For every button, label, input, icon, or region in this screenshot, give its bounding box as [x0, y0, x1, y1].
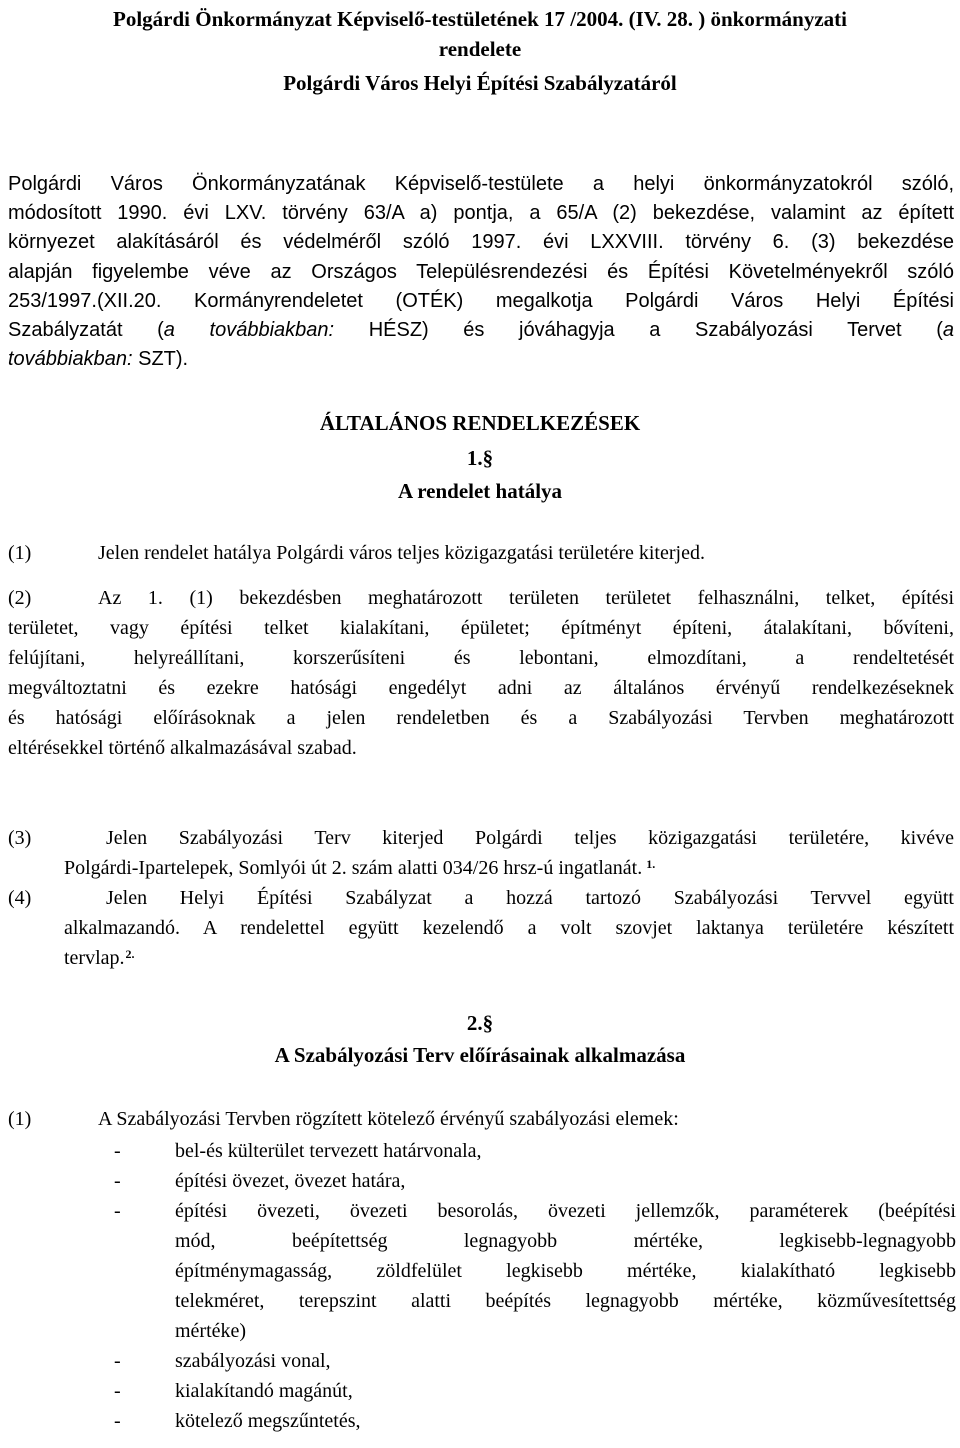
list-dash: - — [114, 1200, 121, 1222]
para-label: (3) — [8, 827, 32, 849]
section-heading-general: ÁLTALÁNOS RENDELKEZÉSEK — [319, 411, 641, 435]
document-title-line2: rendelete — [438, 37, 522, 61]
para-line: és hatósági előírásoknak a jelen rendeletben és a Szabályozási Tervben meghatározott — [8, 707, 954, 729]
section-2-title: A Szabályozási Terv előírásainak alkalmazása — [274, 1043, 686, 1067]
list-dash: - — [114, 1380, 121, 1402]
list-item — [100, 1136, 956, 1166]
section-number: 2. — [466, 1011, 483, 1035]
preamble-text: SZT). — [132, 348, 189, 371]
list-dash: - — [114, 1140, 121, 1162]
preamble-italic: továbbiakban: — [8, 348, 133, 371]
para-text: Jelen rendelet hatálya Polgárdi város teljes közigazgatási területére kiterjed. — [98, 542, 705, 564]
para-line: eltérésekkel történő alkalmazásával szabad. — [8, 737, 357, 759]
preamble-line-6 — [8, 316, 954, 345]
list-item-text: bel-és külterület tervezett határvonala, — [175, 1140, 482, 1162]
sec1-para-4 — [8, 883, 954, 973]
list-item — [100, 1406, 956, 1436]
footnote-ref[interactable]: 1. — [646, 857, 656, 871]
list-item-text: építménymagasság, zöldfelület legkisebb mértéke, kialakítható legkisebb — [175, 1260, 956, 1282]
para-text: tervlap. — [64, 947, 125, 969]
para-first-line: Jelen Szabályozási Terv kiterjed Polgárdi teljes közigazgatási területére, kivéve — [106, 827, 954, 849]
list-item-text: építési övezeti, övezeti besorolás, övezeti jellemzők, paraméterek (beépítési — [175, 1200, 956, 1222]
preamble-line-7 — [8, 345, 954, 374]
para-line: megváltoztatni és ezekre hatósági engedélyt adni az általános érvényű rendelkezéseknek — [8, 677, 954, 699]
sec1-para-2 — [8, 583, 954, 763]
para-label: (1) — [8, 542, 32, 564]
section-2-number — [0, 1008, 960, 1038]
list-item-text: telekméret, terepszint alatti beépítés legnagyobb mértéke, közművesítettség — [175, 1290, 956, 1312]
list-dash: - — [114, 1410, 121, 1432]
list-item-text: mértéke) — [175, 1320, 247, 1342]
paragraph-sign: § — [482, 446, 494, 470]
list-item-text: kötelező megszűntetés, — [175, 1410, 361, 1432]
preamble-text: Szabályzatát ( — [8, 319, 164, 342]
sec1-para-1 — [8, 538, 954, 568]
preamble — [8, 170, 954, 374]
list-item — [100, 1376, 956, 1406]
preamble-line: módosított 1990. évi LXV. törvény 63/A a) pontja, a 65/A (2) bekezdése, valamint az épített — [8, 202, 954, 225]
section-1-title: A rendelet hatálya — [397, 479, 563, 503]
preamble-line: 253/1997.(XII.20. Kormányrendeletet (OTÉK) megalkotja Polgárdi Város Helyi Építési — [8, 289, 954, 312]
list-item-text: kialakítandó magánút, — [175, 1380, 353, 1402]
para-line: felújítani, helyreállítani, korszerűsíteni és lebontani, elmozdítani, a rendeltetését — [8, 647, 954, 669]
document-title-line3: Polgárdi Város Helyi Építési Szabályzatáról — [283, 71, 677, 95]
list-item — [100, 1196, 956, 1346]
preamble-text: HÉSZ) és jóváhagyja a Szabályozási Tervet ( — [334, 319, 943, 342]
para-first-line: Az 1. (1) bekezdésben meghatározott területen területet felhasználni, telket, építési — [98, 587, 954, 609]
list-item — [100, 1346, 956, 1376]
list-item-text: mód, beépítettség legnagyobb mértéke, legkisebb-legnagyobb — [175, 1230, 956, 1252]
para-line: Polgárdi-Ipartelepek, Somlyói út 2. szám alatti 034/26 hrsz-ú ingatlanát. — [64, 857, 643, 879]
list-dash: - — [114, 1170, 121, 1192]
preamble-line: Polgárdi Város Önkormányzatának Képviselő-testülete a helyi önkormányzatokról szóló, — [8, 173, 954, 195]
list-dash: - — [114, 1350, 121, 1372]
list-item — [100, 1166, 956, 1196]
paragraph-sign: § — [482, 1011, 494, 1035]
para-label: (1) — [8, 1108, 32, 1130]
para-label: (2) — [8, 587, 32, 609]
sec1-para-3 — [8, 823, 954, 883]
preamble-line: alapján figyelembe véve az Országos Településrendezési és Építési Követelményekről szóló — [8, 260, 954, 283]
footnote-ref[interactable]: 2. — [125, 947, 135, 961]
list-item-text: szabályozási vonal, — [175, 1350, 331, 1372]
sec2-para-1 — [8, 1104, 954, 1134]
document-title-line1: Polgárdi Önkormányzat Képviselő-testületének 17 /2004. (IV. 28. ) önkormányzati — [113, 7, 847, 31]
para-line: alkalmazandó. A rendelettel együtt kezelendő a volt szovjet laktanya területére készített — [64, 917, 954, 939]
preamble-italic: a — [942, 319, 954, 342]
preamble-line: környezet alakításáról és védelméről szóló 1997. évi LXXVIII. törvény 6. (3) bekezdése — [8, 231, 954, 254]
para-text: A Szabályozási Tervben rögzített kötelező érvényű szabályozási elemek: — [98, 1108, 679, 1130]
preamble-italic: a továbbiakban: — [163, 319, 335, 342]
para-line — [64, 943, 954, 973]
para-first-line: Jelen Helyi Építési Szabályzat a hozzá tartozó Szabályozási Tervvel együtt — [106, 887, 954, 909]
list-item-text: építési övezet, övezet határa, — [175, 1170, 406, 1192]
para-label: (4) — [8, 887, 32, 909]
section-1-number — [0, 443, 960, 473]
section-number: 1. — [466, 446, 483, 470]
para-line: területet, vagy építési telket kialakítani, épületet; építményt építeni, átalakítani, bővíteni, — [8, 617, 954, 639]
required-elements-list — [100, 1136, 956, 1436]
